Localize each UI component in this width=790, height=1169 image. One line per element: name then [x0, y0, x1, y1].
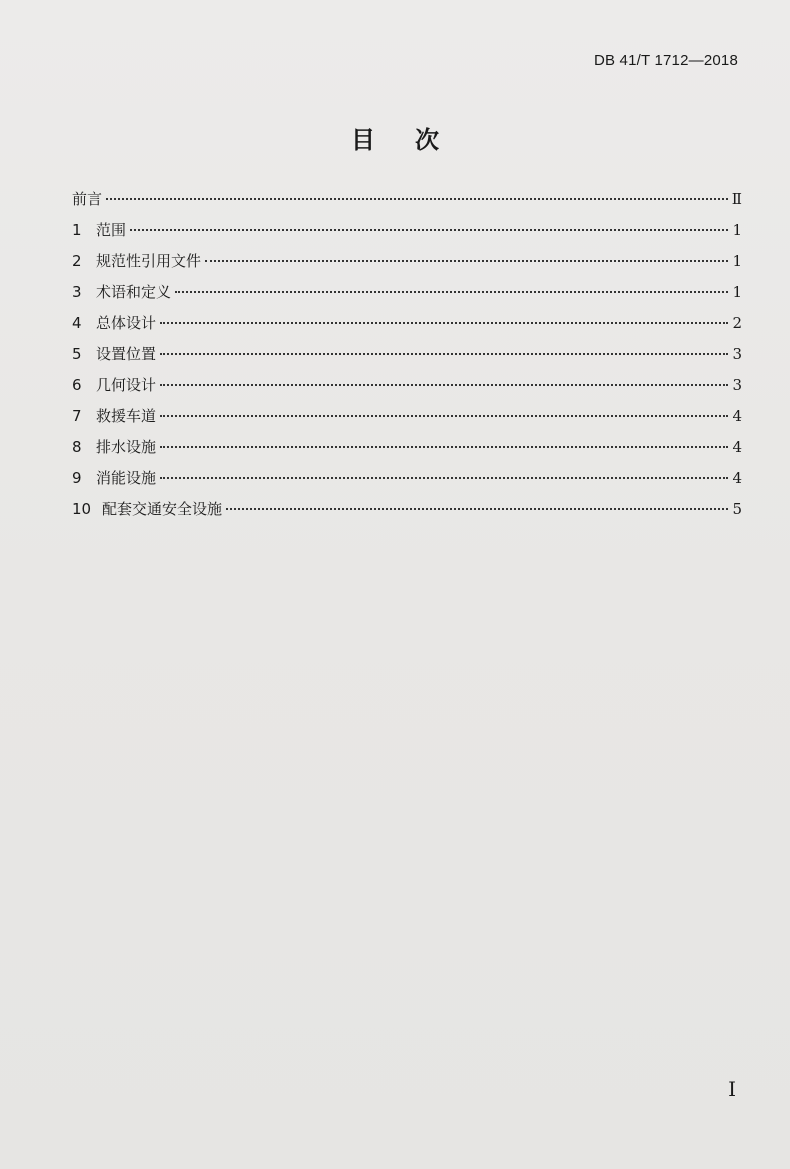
- toc-leader-dots: [106, 198, 728, 200]
- toc-entry-page: 4: [732, 407, 742, 425]
- toc-leader-dots: [175, 291, 728, 293]
- toc-entry-number: 1: [72, 221, 82, 239]
- title-char-2: 次: [415, 126, 439, 154]
- toc-leader-dots: [160, 353, 728, 355]
- toc-entry-label: 规范性引用文件: [96, 252, 202, 270]
- toc-entry-number: 9: [72, 469, 82, 487]
- toc-entry-page: 1: [732, 221, 742, 239]
- toc-entry-page: 5: [732, 500, 742, 518]
- toc-leader-dots: [160, 477, 728, 479]
- toc-entry-page: 4: [732, 469, 742, 487]
- toc-entry-number: 10: [72, 500, 92, 518]
- toc-entry-label: 设置位置: [96, 345, 157, 363]
- toc-entry-label: 范围: [96, 221, 127, 239]
- toc-entry-6[interactable]: [72, 374, 742, 405]
- toc-entry-page: 2: [732, 314, 742, 332]
- toc-entry-page: 1: [732, 252, 742, 270]
- toc-entry-label: 配套交通安全设施: [102, 500, 223, 518]
- page-number: I: [728, 1077, 736, 1101]
- toc-entry-label: 总体设计: [96, 314, 157, 332]
- toc-leader-dots: [160, 384, 728, 386]
- toc-entry-label: 术语和定义: [96, 283, 172, 301]
- toc-entry-page: 1: [732, 283, 742, 301]
- toc-entry-page: 3: [732, 345, 742, 363]
- toc-entry-8[interactable]: [72, 436, 742, 467]
- toc-entry-5[interactable]: [72, 343, 742, 374]
- toc-entry-3[interactable]: [72, 281, 742, 312]
- toc-leader-dots: [160, 446, 728, 448]
- toc-leader-dots: [130, 229, 728, 231]
- toc-entry-number: 2: [72, 252, 82, 270]
- toc-entry-page: 3: [732, 376, 742, 394]
- toc-entry-4[interactable]: [72, 312, 742, 343]
- toc-entry-number: 5: [72, 345, 82, 363]
- toc-entry-label: 前言: [72, 190, 103, 208]
- toc-entry-7[interactable]: [72, 405, 742, 436]
- toc-entry-10[interactable]: [72, 498, 742, 529]
- toc-entry-9[interactable]: [72, 467, 742, 498]
- table-of-contents: [72, 188, 742, 529]
- page-title: [0, 120, 790, 155]
- toc-leader-dots: [205, 260, 728, 262]
- standard-code: DB 41/T 1712—2018: [593, 52, 738, 69]
- toc-entry-label: 消能设施: [96, 469, 157, 487]
- toc-entry-number: 4: [72, 314, 82, 332]
- toc-entry-foreword[interactable]: [72, 188, 742, 219]
- toc-leader-dots: [160, 322, 728, 324]
- toc-entry-label: 排水设施: [96, 438, 157, 456]
- toc-entry-number: 8: [72, 438, 82, 456]
- toc-leader-dots: [160, 415, 728, 417]
- toc-entry-number: 7: [72, 407, 82, 425]
- toc-entry-1[interactable]: [72, 219, 742, 250]
- toc-leader-dots: [226, 508, 728, 510]
- toc-entry-2[interactable]: [72, 250, 742, 281]
- toc-entry-label: 救援车道: [96, 407, 157, 425]
- toc-entry-page: 4: [732, 438, 742, 456]
- toc-entry-page: Ⅱ: [731, 190, 742, 208]
- title-char-1: 目: [351, 126, 375, 154]
- toc-entry-number: 3: [72, 283, 82, 301]
- toc-entry-number: 6: [72, 376, 82, 394]
- toc-entry-label: 几何设计: [96, 376, 157, 394]
